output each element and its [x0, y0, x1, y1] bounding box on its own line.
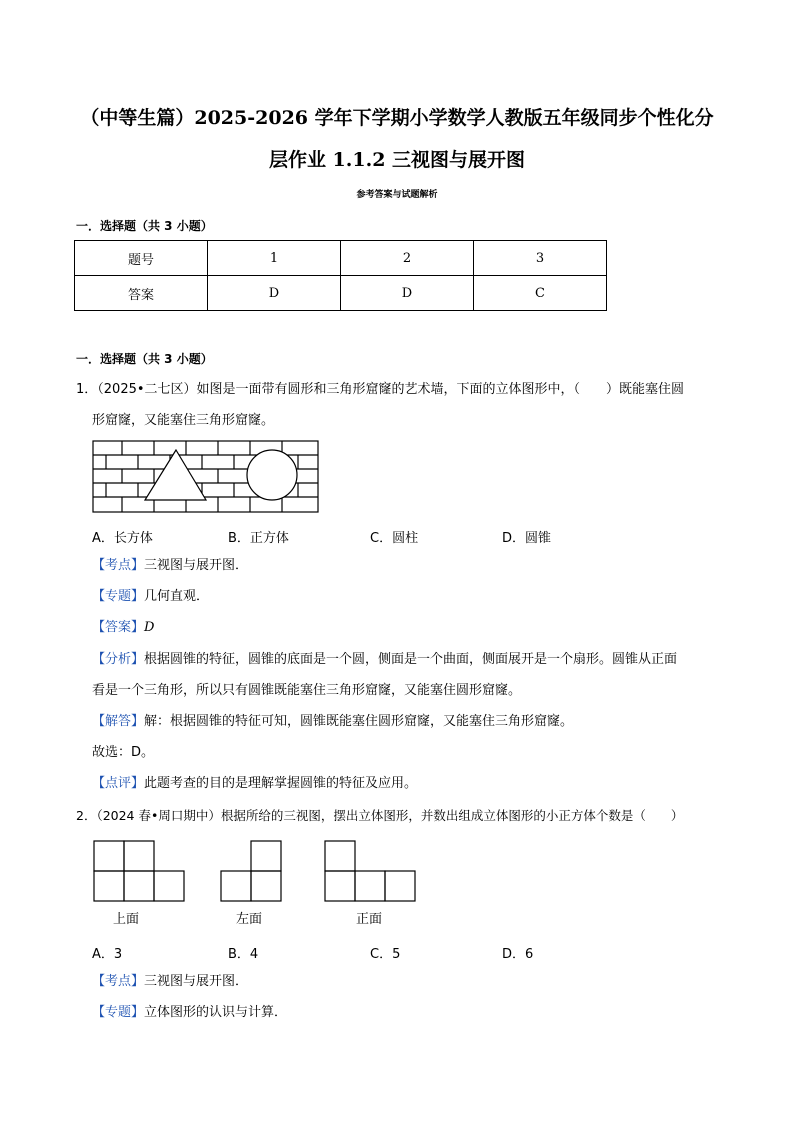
kaodian-text: 三视图与展开图．: [144, 558, 249, 573]
q1-option-d: D．圆锥: [502, 531, 552, 546]
q2-option-a: A．3: [92, 947, 123, 962]
fenxi-text: 根据圆锥的特征，圆锥的底面是一个圆，侧面是一个曲面，侧面展开是一个扇形。圆锥从正面: [144, 652, 678, 667]
q1-stem-cont: 形窟窿，又能塞住三角形窟窿。: [92, 413, 275, 428]
table-cell: 2: [341, 241, 474, 276]
circle-hole: [247, 450, 297, 500]
q1-daan: [92, 619, 154, 637]
view-label-top: 上面: [113, 912, 140, 927]
q1-fenxi: [92, 651, 677, 669]
daan-text: D: [144, 620, 155, 635]
q2-option-c: C．5: [370, 947, 401, 962]
zhuanti-text: 几何直观．: [144, 589, 210, 604]
view-label-left: 左面: [236, 912, 263, 927]
table-row: [75, 276, 607, 311]
kaodian-tag: 【考点】: [92, 558, 145, 573]
table-cell: 3: [474, 241, 607, 276]
jieda-text: 解：根据圆锥的特征可知，圆锥既能塞住圆形窟窿，又能塞住三角形窟窿。: [144, 714, 574, 729]
dianping-tag: 【点评】: [92, 776, 145, 791]
jieda-tag: 【解答】: [92, 714, 145, 729]
q1-stem: 1．（2025•二七区）如图是一面带有圆形和三角形窟窿的艺术墙，下面的立体图形中，（ ）既能塞住圆: [76, 382, 685, 397]
section-heading: 一．选择题（共 3 小题）: [76, 219, 213, 233]
table-cell: D: [341, 276, 474, 311]
kaodian-text: 三视图与展开图．: [144, 974, 249, 989]
table-cell: C: [474, 276, 607, 311]
top-view-figure: [93, 840, 187, 904]
q2-option-d: D．6: [502, 947, 534, 962]
table-cell: 题号: [75, 241, 208, 276]
daan-tag: 【答案】: [92, 620, 145, 635]
q2-option-b: B．4: [228, 947, 259, 962]
table-cell: D: [208, 276, 341, 311]
q1-dianping: [92, 775, 417, 793]
zhuanti-text: 立体图形的认识与计算．: [144, 1005, 288, 1020]
q1-option-c: C．圆柱: [370, 531, 419, 546]
q1-guxuan: 故选：D。: [92, 745, 155, 760]
doc-title-line2: 层作业 1.1.2 三视图与展开图: [268, 149, 526, 171]
zhuanti-tag: 【专题】: [92, 1005, 145, 1020]
table-row: [75, 241, 607, 276]
q2-stem: 2．（2024 春•周口期中）根据所给的三视图，摆出立体图形，并数出组成立体图形的小正方体个数是（ ）: [76, 808, 684, 823]
dianping-text: 此题考查的目的是理解掌握圆锥的特征及应用。: [144, 776, 418, 791]
q1-jieda: [92, 713, 573, 731]
kaodian-tag: 【考点】: [92, 974, 145, 989]
zhuanti-tag: 【专题】: [92, 589, 145, 604]
doc-subtitle: 参考答案与试题解析: [356, 190, 438, 200]
q1-option-b: B．正方体: [228, 531, 289, 546]
table-cell: 答案: [75, 276, 208, 311]
front-view-figure: [324, 840, 418, 904]
q1-fenxi-cont: 看是一个三角形，所以只有圆锥既能塞住三角形窟窿，又能塞住圆形窟窿。: [92, 683, 522, 698]
q1-kaodian: [92, 557, 248, 575]
doc-title-line1: （中等生篇）2025-2026 学年下学期小学数学人教版五年级同步个性化分: [80, 107, 714, 129]
q1-zhuanti: [92, 588, 209, 606]
section-heading: 一．选择题（共 3 小题）: [76, 352, 213, 366]
fenxi-tag: 【分析】: [92, 652, 145, 667]
q2-zhuanti: [92, 1004, 287, 1022]
q1-option-a: A．长方体: [92, 531, 153, 546]
left-view-figure: [220, 840, 284, 904]
view-label-front: 正面: [356, 912, 383, 927]
answer-table: [74, 240, 607, 311]
brick-wall-figure: [92, 440, 320, 514]
q2-kaodian: [92, 973, 248, 991]
table-cell: 1: [208, 241, 341, 276]
